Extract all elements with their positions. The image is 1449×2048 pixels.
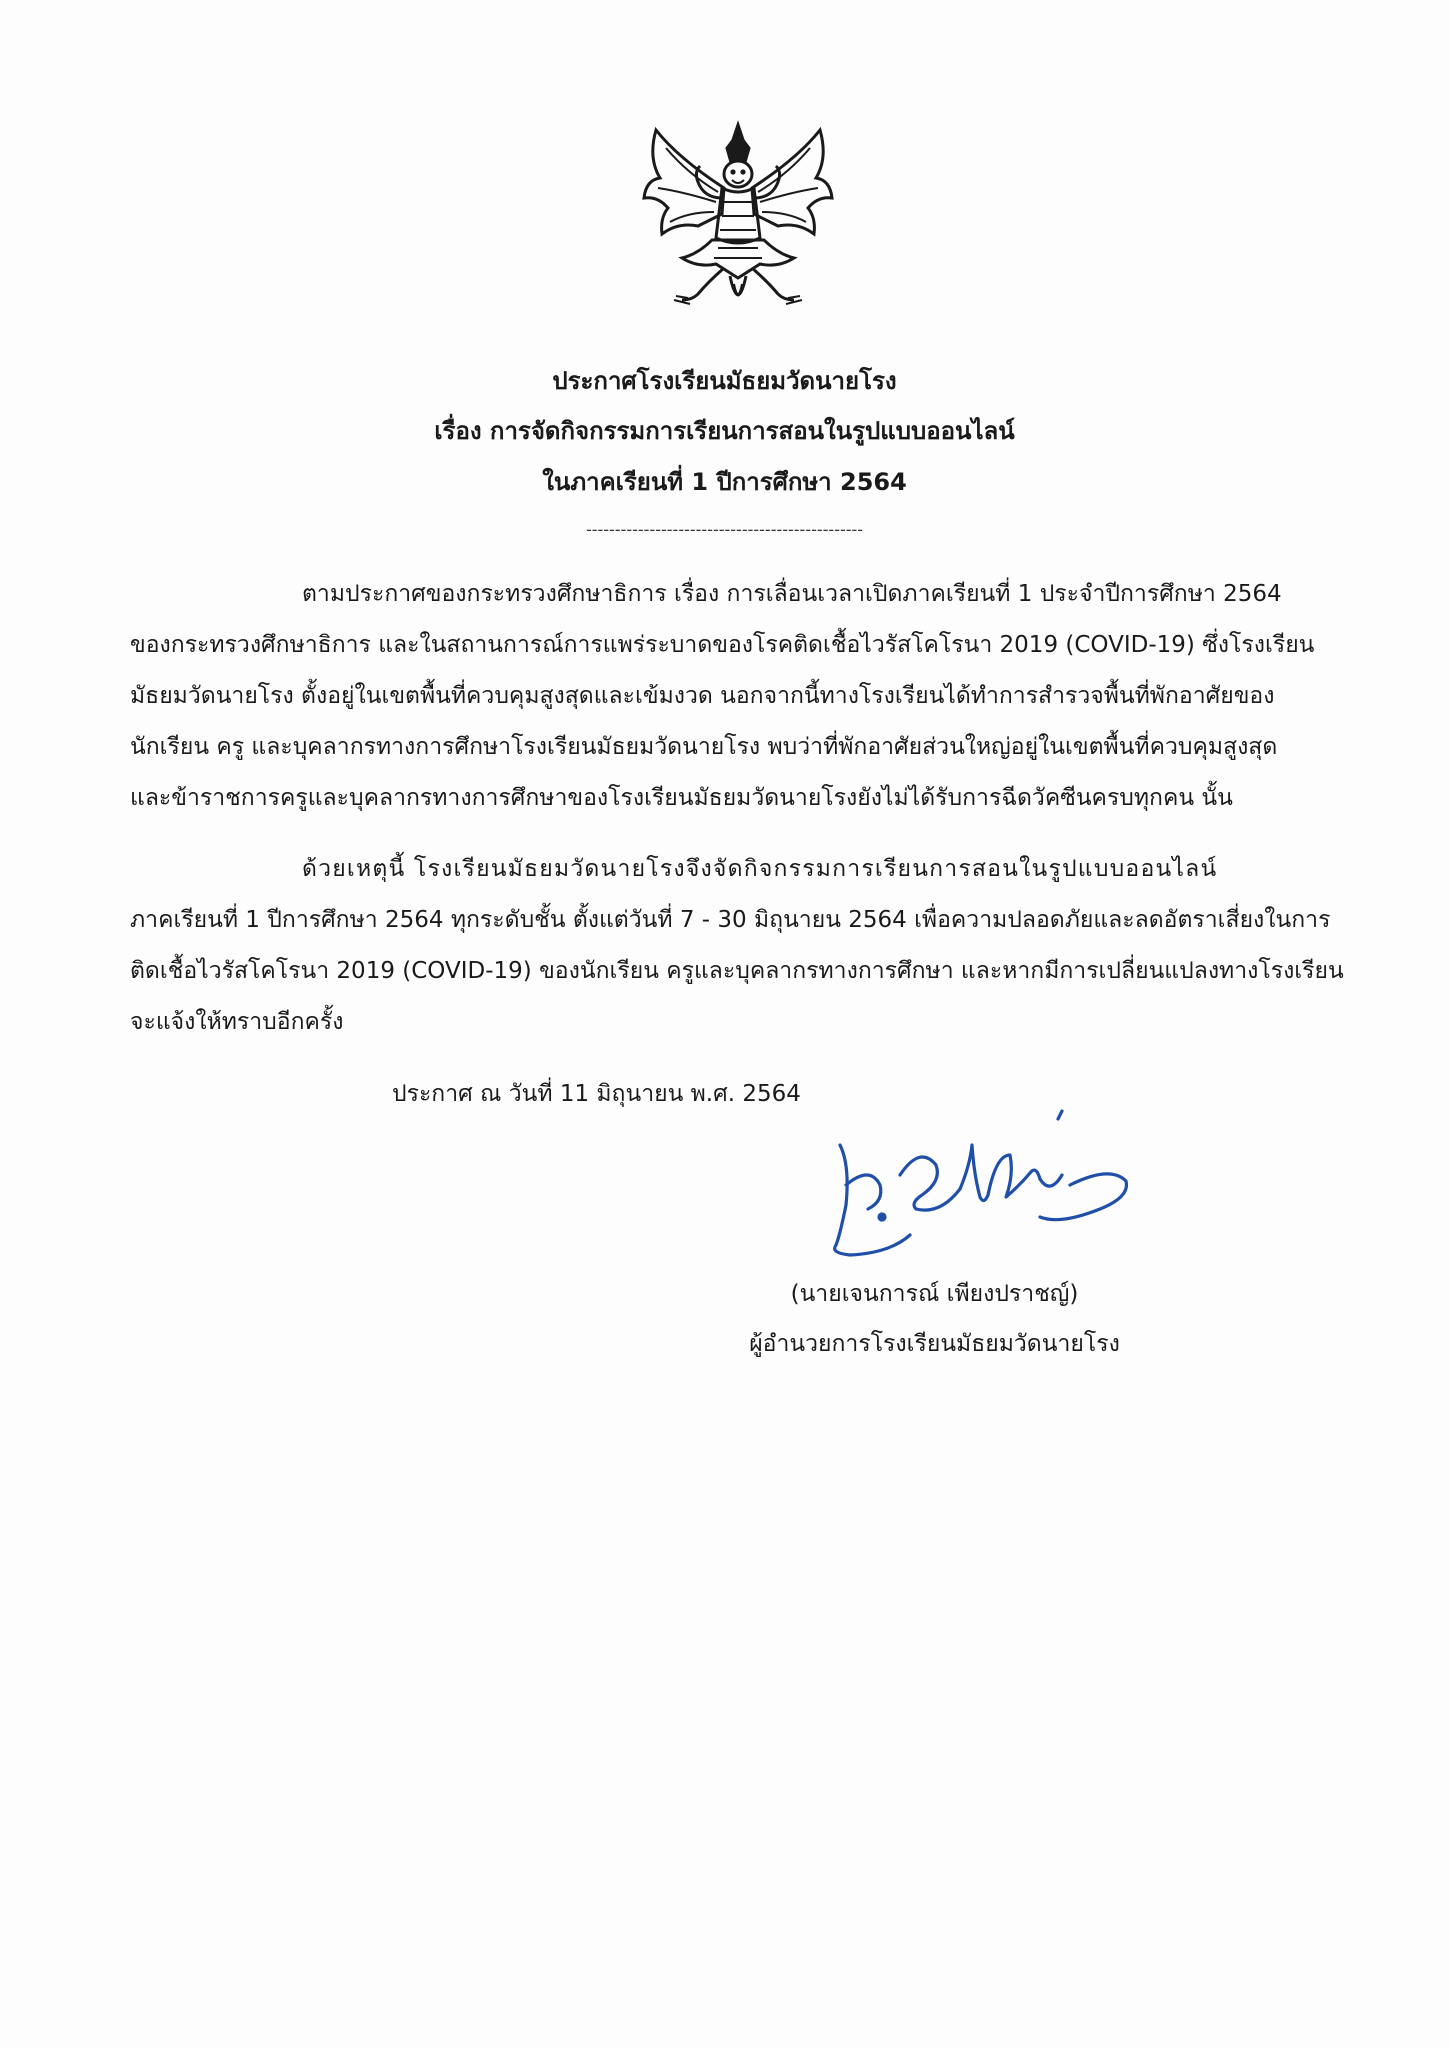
paragraph-line: ติดเชื้อไวรัสโคโรนา 2019 (COVID-19) ของนักเรียน ครูและบุคลากรทางการศึกษา และหากมีการเปลี่ยนแปลงทางโรงเรียน — [130, 958, 1344, 984]
document-title: ประกาศโรงเรียนมัธยมวัดนายโรง — [552, 367, 897, 395]
announcement-date: ประกาศ ณ วันที่ 11 มิถุนายน พ.ศ. 2564 — [392, 1081, 801, 1107]
paragraph-line: นักเรียน ครู และบุคลากรทางการศึกษาโรงเรียนมัธยมวัดนายโรง พบว่าที่พักอาศัยส่วนใหญ่อยู่ในเขตพื้นที่ควบคุมสูงสุด — [130, 734, 1278, 760]
paragraph-line: และข้าราชการครูและบุคลากรทางการศึกษาของโรงเรียนมัธยมวัดนายโรงยังไม่ได้รับการฉีดวัคซีนครบทุกคน นั้น — [130, 785, 1233, 811]
paragraph-line: ด้วยเหตุนี้ โรงเรียนมัธยมวัดนายโรงจึงจัดกิจกรรมการเรียนการสอนในรูปแบบออนไลน์ — [302, 856, 1218, 882]
document-subject: เรื่อง การจัดกิจกรรมการเรียนการสอนในรูปแบบออนไลน์ — [434, 417, 1015, 445]
paragraph-line: มัธยมวัดนายโรง ตั้งอยู่ในเขตพื้นที่ควบคุมสูงสุดและเข้มงวด นอกจากนี้ทางโรงเรียนได้ทำการสำรวจพื้นที่พักอาศัยของ — [130, 683, 1275, 709]
heading-divider: ------------------------------------------------ — [585, 520, 864, 539]
paragraph-line: ของกระทรวงศึกษาธิการ และในสถานการณ์การแพร่ระบาดของโรคติดเชื้อไวรัสโคโรนา 2019 (COVID-19) ซึ่งโรงเรียน — [130, 632, 1315, 658]
garuda-emblem-icon — [638, 118, 838, 318]
paragraph-line: ภาคเรียนที่ 1 ปีการศึกษา 2564 ทุกระดับชั้น ตั้งแต่วันที่ 7 - 30 มิถุนายน 2564 เพื่อความปลอดภัยและลดอัตราเสี่ยงในการ — [130, 907, 1331, 933]
paragraph-line: ตามประกาศของกระทรวงศึกษาธิการ เรื่อง การเลื่อนเวลาเปิดภาคเรียนที่ 1 ประจำปีการศึกษา 2564 — [302, 581, 1282, 607]
document-term: ในภาคเรียนที่ 1 ปีการศึกษา 2564 — [542, 468, 907, 496]
signer-name: (นายเจนการณ์ เพียงปราชญ์) — [790, 1281, 1079, 1307]
paragraph-line: จะแจ้งให้ทราบอีกครั้ง — [130, 1009, 344, 1035]
signature-mark — [810, 1105, 1140, 1265]
signer-title: ผู้อำนวยการโรงเรียนมัธยมวัดนายโรง — [749, 1331, 1120, 1357]
